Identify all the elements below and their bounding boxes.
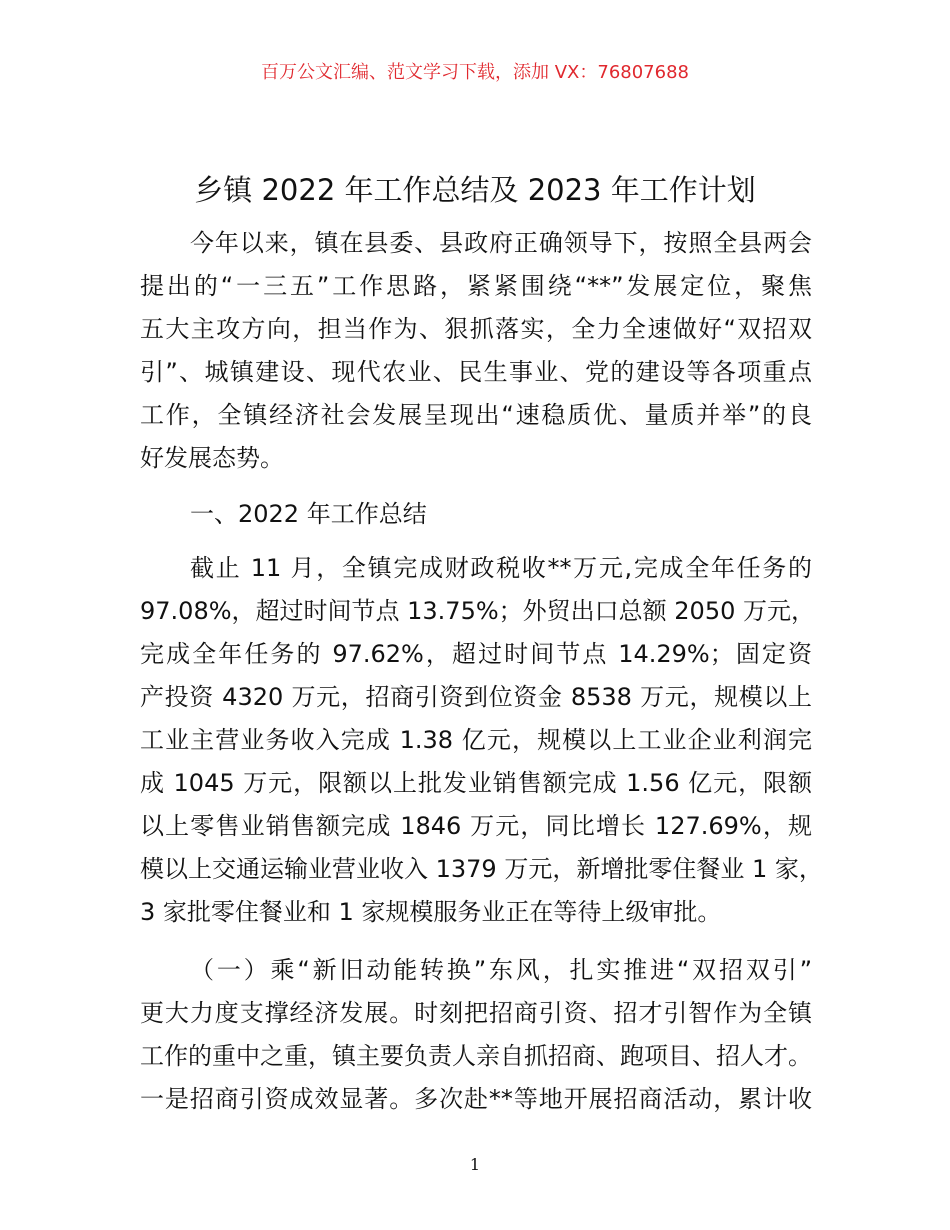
text-line: 3 家批零住餐业和 1 家规模服务业正在等待上级审批。 [140,898,722,926]
text-line: 一是招商引资成效显著。多次赴**等地开展招商活动，累计收 [140,1085,812,1113]
text-line: 工业主营业务收入完成 1.38 亿元，规模以上工业企业利润完 [140,726,812,754]
text-line: 模以上交通运输业营业收入 1379 万元，新增批零住餐业 1 家， [140,855,823,883]
intro-paragraph [140,222,812,480]
section-heading: 一、2022 年工作总结 [190,500,427,528]
page-number: 1 [469,1155,481,1174]
text-line: 完成全年任务的 97.62%，超过时间节点 14.29%；固定资 [140,640,812,668]
text-line: 成 1045 万元，限额以上批发业销售额完成 1.56 亿元，限额 [140,769,812,797]
text-line: 97.08%，超过时间节点 13.75%；外贸出口总额 2050 万元， [140,597,815,625]
text-line: 提出的“一三五”工作思路，紧紧围绕“**”发展定位，聚焦 [140,272,812,300]
text-line: 以上零售业销售额完成 1846 万元，同比增长 127.69%，规 [140,812,812,840]
section-heading-block [140,493,812,536]
text-line: 截止 11 月，全镇完成财政税收**万元,完成全年任务的 [190,554,812,582]
text-line: 产投资 4320 万元，招商引资到位资金 8538 万元，规模以上 [140,683,812,711]
header-banner: 百万公文汇编、范文学习下载，添加 VX：76807688 [261,62,689,83]
text-line: （一）乘“新旧动能转换”东风，扎实推进“双招双引” [190,956,812,984]
summary-paragraph [140,547,823,934]
text-line: 今年以来，镇在县委、县政府正确领导下，按照全县两会 [190,229,812,257]
text-line: 工作，全镇经济社会发展呈现出“速稳质优、量质并举”的良 [140,401,812,429]
text-line: 更大力度支撑经济发展。时刻把招商引资、招才引智作为全镇 [140,999,812,1027]
text-line: 好发展态势。 [140,444,284,472]
text-line: 引”、城镇建设、现代农业、民生事业、党的建设等各项重点 [140,358,812,386]
document-title: 乡镇 2022 年工作总结及 2023 年工作计划 [194,173,756,207]
text-line: 工作的重中之重，镇主要负责人亲自抓招商、跑项目、招人才。 [140,1042,812,1070]
subsection-paragraph [140,949,812,1121]
text-line: 五大主攻方向，担当作为、狠抓落实，全力全速做好“双招双 [140,315,812,343]
